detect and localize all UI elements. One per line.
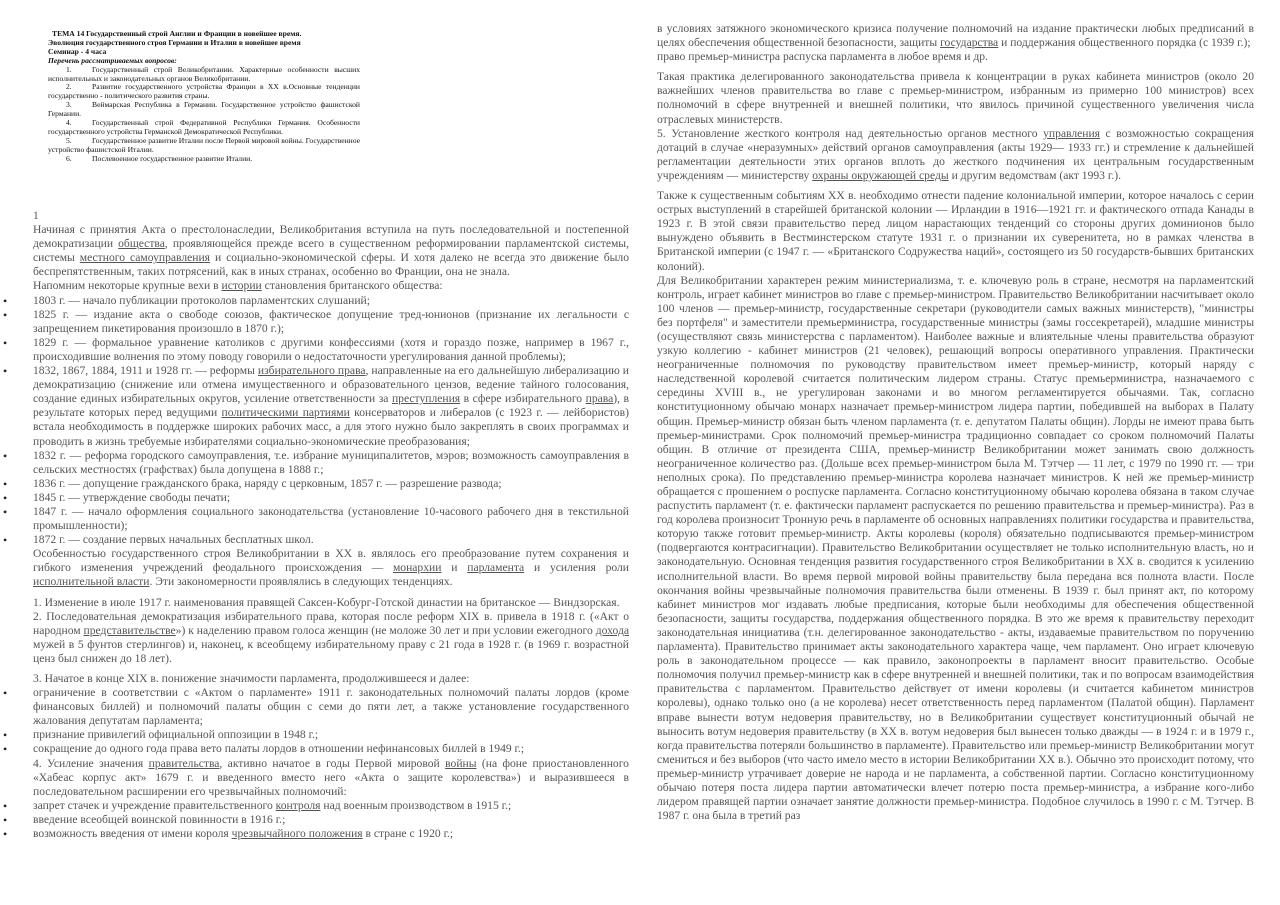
paragraph: право премьер-министра распуска парламента в любое время и др. bbox=[657, 50, 988, 64]
link-environment[interactable]: охраны окружающей среды bbox=[812, 168, 949, 182]
link-government[interactable]: правительства bbox=[148, 756, 220, 770]
right-column bbox=[657, 22, 1254, 823]
paragraph: 3. Начатое в конце XIX в. понижение значимости парламента, продолжившееся и далее: bbox=[33, 672, 470, 685]
questions-list bbox=[48, 66, 360, 164]
question-item: 1. Государственный строй Великобритании. Характерные особенности высших исполнительных и законодательных органов Великобритании. bbox=[48, 64, 360, 83]
link-management[interactable]: управления bbox=[1043, 126, 1101, 140]
link-executive-power[interactable]: исполнительной власти bbox=[33, 575, 150, 589]
link-control[interactable]: контроля bbox=[275, 798, 321, 812]
question-item: 3. Веймарская Республика в Германии. Государственное устройство фашистской Германии. bbox=[48, 100, 360, 119]
link-income[interactable]: дохода bbox=[595, 623, 629, 637]
list-item: • 1803 г. — начало публикации протоколов парламентских слушаний; bbox=[33, 294, 629, 308]
list-item: • 1829 г. — формальное уравнение католиков с другими конфессиями (хотя и гораздо позже, например в 1967 г., происходившие волнения по этому поводу говорили о недостаточности урегулирования данной проблемы); bbox=[33, 336, 629, 364]
list-item: • сокращение до одного года права вето палаты лордов в отношении нефинансовых биллей в 1949 г.; bbox=[33, 742, 629, 756]
question-item: 6. Послевоенное государственное развитие Италии. bbox=[66, 153, 253, 163]
topic-title: ТЕМА 14 Государственный строй Англии и Франции в новейшее время. bbox=[52, 29, 302, 38]
list-item: • 1825 г. — издание акта о свободе союзов, фактическое допущение тред-юнионов (признание их легальности с запрещением пикетирования произошло в 1870 г.); bbox=[33, 308, 629, 336]
list-item: • 1832 г. — реформа городского самоуправления, т.е. избрание муниципалитетов, мэров; возможность самоуправления в сельских местностях (графствах) была допущена в 1888 г.; bbox=[33, 449, 629, 477]
list-item: • введение всеобщей воинской повинности в 1916 г.; bbox=[33, 813, 629, 827]
parliament-list bbox=[33, 686, 629, 756]
list-item: • запрет стачек и учреждение правительственного контроля над военным производством в 1915 г.; bbox=[33, 799, 629, 813]
page-number: 1 bbox=[33, 209, 39, 222]
paragraph: Особенностью государственного строя Великобритании в XX в. являлось его преобразование путем сохранения и гибкого изменения учреждений феодального происхождения — монархии и парламента и усиления роли исполнительной власти. Эти закономерности проявлялись в следующих тенденциях. bbox=[33, 547, 630, 589]
link-society[interactable]: общества bbox=[118, 237, 165, 251]
question-item: 4. Государственный строй Федеративной Республики Германия. Особенности государственного устройства Германской Демократической Республики. bbox=[48, 118, 360, 136]
paragraph: 1. Изменение в июле 1917 г. наименования правящей Саксен-Кобург-Готской династии на британское — Виндзорская. bbox=[33, 595, 620, 609]
paragraph: 2. Последовательная демократизация избирательного права, которая после реформ XIX в. привела в 1918 г. («Акт о народном представительстве») к наделению правом голоса женщин (не моложе 30 лет и при условии ежегодного дохода мужей в 5 фунтов стерлингов) и, наконец, к всеобщему избирательному праву с 21 года в 1928 г. (в 1969 г. возрастной ценз был снижен до 18 лет). bbox=[33, 609, 629, 665]
left-column bbox=[33, 209, 629, 841]
link-representation[interactable]: представительстве bbox=[83, 623, 176, 637]
link-political-parties[interactable]: политическими партиями bbox=[221, 406, 350, 420]
link-parliament[interactable]: парламента bbox=[467, 561, 525, 575]
topic-subtitle: Эволюция государственного строя Германии и Италии в новейшее время bbox=[48, 37, 301, 47]
powers-list bbox=[33, 799, 629, 841]
paragraph: Для Великобритании характерен режим министериализма, т. е. ключевую роль в стране, несмотря на парламентский контроль, играет кабинет министров во главе с премьер-министром. Правительство Великобритании насчитывает около 100 членов — премьер-министр, государственные секретари (руководители самых важных министерств), "министры без портфеля" и заместители премьерминистра, государственные министры (замы госсекретарей), младшие министры (осуществляют связь министерства с парламентом). Наиболее важные и влиятельные члены правительства образуют узкую коллегию - кабинет министров (21 человек), решающий вопросы оперативного управления. Практически неограниченные полномочия по руководству правительством имеет премьер-министр, который наряду с наследственной королевой считается политическим лидером страны. Статус премьерминистра, назначаемого с середины XVIII в., не урегулирован законами и во многом регламентируется обычаями. Так, согласно конституционному обычаю монарх назначает премьер-министром лидера партии, победившей на выборах в Палату общин. Премьер-министр обязан быть членом парламента (т. е. депутатом Палаты общин). Лорды не имеют права быть премьер-министрами. Срок полномочий премьер-министра традиционно совпадает со сроком полномочий Палаты общин. В отличие от президента США, премьер-министр Великобритании может занимать свою должность неограниченное количество раз. (Дольше всех премьер-министром была М. Тэтчер — 11 лет, с 1979 по 1990 гг. — три неполных срока). По представлению премьер-министра королева назначает министров. К ней же премьер-министр обращается с прошением о роспуске парламента. Согласно конституционному обычаю королева обязана в таком случае распустить парламент (т. е. фактически парламент распускается по решению правительства и премьер-министра). Раз в год королева произносит Тронную речь в парламенте об основных направлениях политики государства и правительства, которую также готовит премьер-министр. Акты королевы (короля) обязательно подписываются премьер-министром (подвергаются контрасигнации). Правительство Великобритании осуществляет не только исполнительную власть, но и законодательную. Основная тенденция развития государственного строя Великобритании в XX в. сводится к усилению исполнительной власти. Во время первой мировой войны правительству была передана вся полнота власти. После окончания войны чрезвычайные полномочия правительства были отменены. В 1939 г. был принят акт, по которому кабинет министров мог издавать любые предписания, которые были необходимы для обеспечения общественной безопасности, защиты государства, поддержания общественного порядка. В это же время к правительству переходит законодательная инициатива (т.н. делегированное законодательство - акты, издаваемые правительством по поручению парламента). Правительство принимает акты законодательного характера чаще, чем парламент. Оно играет ключевую роль в законодательном процессе — как правило, законопроекты в парламент вносит правительство. Особые полномочия получил премьер-министр как в сфере внутренней и внешней политики, так и по вопросам взаимодействия правительства с парламентом. Правительство действует от имени королевы (и считается кабинетом министров королевы), однако только оно (а не королева) несет ответственность перед парламентом (Палатой общин). Парламент вправе вынести вотум недоверия правительству, но в Великобритании существует конституционный обычай не выносить вотум недоверия правительству (в XX в. вотум недоверия был вынесен только дважды — в 1924 г. и в 1979 г., когда правительства потеряли большинство в парламенте). Правительство или премьер-министр Великобритании могут смениться и без выборов (что часто имело место в истории Великобритании XX в.). Обычно это происходит потому, что премьер-министр утрачивает доверие не народа и не парламента, а собственной партии. Согласно конституционному обычаю потеря поста лидера партии автоматически влечет потерю поста премьер-министра, а избрание кого-либо лидером правящей партии означает занятие должности премьер-министра. Подобное случилось в 1990 г. с М. Тэтчер. В 1987 г. она была в третий раз bbox=[657, 273, 1254, 823]
question-item: 5. Государственное развитие Италии после Первой мировой войны. Государственное устройство фашистской Италии. bbox=[48, 135, 360, 154]
topic-header-scan bbox=[48, 30, 360, 164]
link-emergency[interactable]: чрезвычайного положения bbox=[231, 827, 363, 841]
paragraph: Напомним некоторые крупные вехи в истории становления британского общества: bbox=[33, 279, 443, 293]
list-item: • 1832, 1867, 1884, 1911 и 1928 гг. — реформы избирательного права, направленные на его дальнейшую либерализацию и демократизацию (снижение или отмена имущественного и образовательного цензов, ведение тайного голосования, создание единых избирательных округов, усиление ответственности за преступления в сфере избирательного права), в результате которых перед ведущими политическими партиями консерваторов и либералов (с 1923 г. — лейбористов) встала необходимость в поддержке широких рабочих масс, а для этого нужно было закреплять в своих программах и проводить в жизнь требуемые избирателями социально-экономические преобразования; bbox=[33, 364, 629, 449]
paragraph: 5. Установление жесткого контроля над деятельностью органов местного управления с возможностью сокращения дотаций в случае «неразумных» действий органов самоуправления (акты 1929— 1933 гг.) и стремление к дальнейшей регламентации деятельности этих органов вплоть до жесткого подчинения их центральным государственным учреждениям — министерству охраны окружающей среды и другим ведомствам (акт 1993 г.). bbox=[657, 126, 1254, 182]
question-item: 2. Развитие государственного устройства Франции в XX в.Основные тенденции государственно - политического развития страны. bbox=[48, 82, 360, 101]
seminar-hours: Семинар - 4 часа bbox=[48, 46, 107, 56]
list-item: • 1872 г. — создание первых начальных бесплатных школ. bbox=[33, 533, 629, 547]
list-item: • 1836 г. — допущение гражданского брака, наряду с церковным, 1857 г. — разрешение развода; bbox=[33, 477, 629, 491]
milestones-list bbox=[33, 294, 629, 548]
link-state[interactable]: государства bbox=[940, 36, 999, 50]
paragraph: Начиная с принятия Акта о престолонаследии, Великобритания вступила на путь последовательной и постепенной демократизации общества, проявляющейся прежде всего в существенном реформировании парламентской системы, системы местного самоуправления и социально-экономической сферы. И хотя далеко не всегда это движение было беспрепятственным, таких потрясений, как в иных странах, особенно во Франции, она не знала. bbox=[33, 223, 629, 279]
paragraph: Такая практика делегированного законодательства привела к концентрации в руках кабинета министров (около 20 важнейших членов правительства во главе с премьер-министром, избранным из примерно 100 министров) всех полномочий в сфере внутренней и внешней политики, что явилось причиной существенного увеличения числа отраслевых министерств. bbox=[657, 70, 1254, 126]
link-war[interactable]: войны bbox=[445, 756, 477, 770]
link-law[interactable]: права bbox=[585, 392, 614, 406]
list-item: • 1847 г. — начало оформления социального законодательства (установление 10-часового рабочего дня в текстильной промышленности); bbox=[33, 505, 629, 533]
link-electoral-law[interactable]: избирательного права bbox=[257, 364, 366, 378]
list-item: • 1845 г. — утверждение свободы печати; bbox=[33, 491, 629, 505]
paragraph: в условиях затяжного экономического кризиса получение полномочий на издание практически любых предписаний в целях обеспечения общественной безопасности, защиты государства и поддержания общественного порядка (с 1939 г.); bbox=[657, 22, 1254, 50]
list-item: • признание привилегий официальной оппозиции в 1948 г.; bbox=[33, 728, 629, 742]
list-item: • ограничение в соответствии с «Актом о парламенте» 1911 г. законодательных полномочий палаты лордов (кроме финансовых биллей) и полномочий палаты общин с семи до пяти лет, а также установление государственного жалования депутатам парламента; bbox=[33, 686, 629, 728]
paragraph: 4. Усиление значения правительства, активно начатое в годы Первой мировой войны (на фоне приостановленного «Хабеас корпус акт» 1679 г. и введенного вместо него «Акта о защите королевства») и выразившееся в последовательном расширении его чрезвычайных полномочий: bbox=[33, 756, 629, 798]
link-crimes[interactable]: преступления bbox=[391, 392, 461, 406]
list-item: • возможность введения от имени короля чрезвычайного положения в стране с 1920 г.; bbox=[33, 827, 629, 841]
link-monarchy[interactable]: монархии bbox=[392, 561, 442, 575]
questions-header: Перечень рассматриваемых вопросов: bbox=[48, 55, 177, 65]
paragraph: Также к существенным событиям XX в. необходимо отнести падение колониальной империи, которое началось с серии острых выступлений в старейшей британской колонии — Ирландии в 1916—1921 гг. и фактического отпада Канады в 1923 г. В этой связи правительство перед лицом нарастающих тенденций со стороны других доминионов было вынуждено объявить в Вестминстерском статуте 1931 г. о признании их суверенитета, но в рамках членства в Британской империи (с 1947 г. — «Британского Содружества наций», состоящего из 50 государств-бывших британских колоний). bbox=[657, 189, 1254, 273]
link-history[interactable]: истории bbox=[221, 279, 262, 293]
link-local-government[interactable]: местного самоуправления bbox=[79, 251, 211, 265]
